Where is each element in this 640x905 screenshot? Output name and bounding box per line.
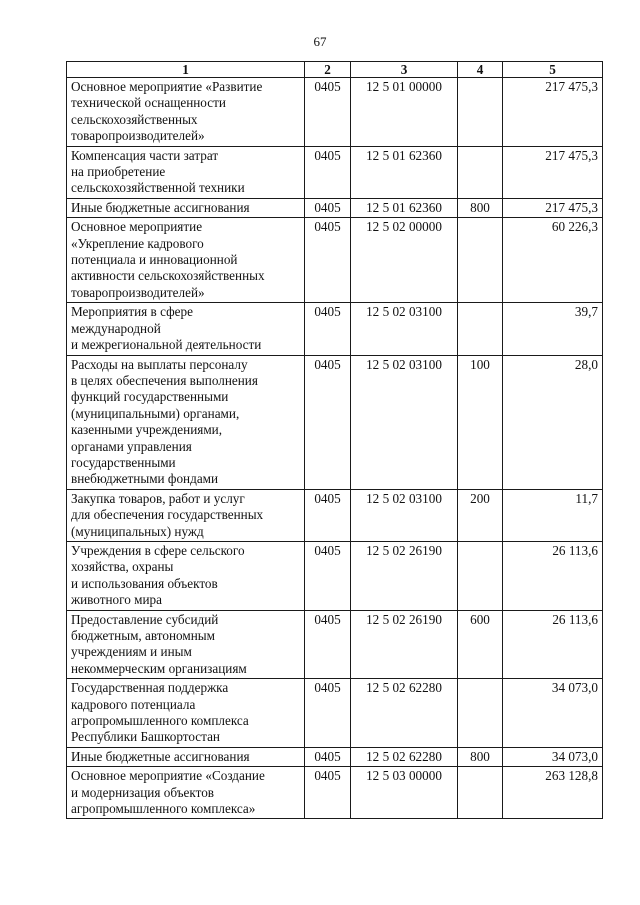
row-section: 0405 — [305, 610, 351, 679]
table-row — [67, 218, 603, 303]
row-expense-type — [458, 541, 503, 610]
row-amount: 39,7 — [503, 303, 603, 355]
row-amount: 217 475,3 — [503, 146, 603, 198]
row-section: 0405 — [305, 303, 351, 355]
row-name: Основное мероприятие «Создание и модернизация объектов агропромышленного комплекса» — [67, 767, 305, 819]
row-target-code: 12 5 02 03100 — [351, 355, 458, 489]
table-body — [67, 78, 603, 819]
table-row — [67, 489, 603, 541]
row-expense-type — [458, 146, 503, 198]
table-row — [67, 747, 603, 766]
row-section: 0405 — [305, 355, 351, 489]
row-expense-type: 200 — [458, 489, 503, 541]
row-section: 0405 — [305, 767, 351, 819]
row-section: 0405 — [305, 198, 351, 217]
row-amount: 217 475,3 — [503, 198, 603, 217]
row-expense-type — [458, 767, 503, 819]
row-section: 0405 — [305, 78, 351, 147]
row-amount: 26 113,6 — [503, 610, 603, 679]
table-header-row — [67, 62, 603, 78]
row-target-code: 12 5 02 62280 — [351, 747, 458, 766]
row-name: Предоставление субсидий бюджетным, автономным учреждениям и иным некоммерческим организациям — [67, 610, 305, 679]
row-target-code: 12 5 01 62360 — [351, 198, 458, 217]
row-name: Мероприятия в сфере международной и межрегиональной деятельности — [67, 303, 305, 355]
table-row — [67, 303, 603, 355]
row-target-code: 12 5 02 03100 — [351, 489, 458, 541]
row-name: Основное мероприятие «Развитие технической оснащенности сельскохозяйственных товаропроизводителей» — [67, 78, 305, 147]
row-amount: 11,7 — [503, 489, 603, 541]
row-expense-type: 800 — [458, 747, 503, 766]
row-name: Расходы на выплаты персоналу в целях обеспечения выполнения функций государственными (муниципальными) органами, казенными учреждениями, органами управления государственными внебюджетными фондами — [67, 355, 305, 489]
row-target-code: 12 5 02 26190 — [351, 541, 458, 610]
row-expense-type — [458, 303, 503, 355]
row-target-code: 12 5 01 00000 — [351, 78, 458, 147]
table-row — [67, 610, 603, 679]
row-section: 0405 — [305, 146, 351, 198]
row-target-code: 12 5 01 62360 — [351, 146, 458, 198]
row-target-code: 12 5 02 62280 — [351, 679, 458, 748]
row-name: Основное мероприятие «Укрепление кадрового потенциала и инновационной активности сельскохозяйственных товаропроизводителей» — [67, 218, 305, 303]
table-row — [67, 679, 603, 748]
row-expense-type: 100 — [458, 355, 503, 489]
row-expense-type — [458, 78, 503, 147]
row-name: Государственная поддержка кадрового потенциала агропромышленного комплекса Республики Башкортостан — [67, 679, 305, 748]
header-col-5: 5 — [503, 62, 603, 78]
table-row — [67, 78, 603, 147]
row-target-code: 12 5 02 00000 — [351, 218, 458, 303]
table-row — [67, 198, 603, 217]
row-name: Компенсация части затрат на приобретение сельскохозяйственной техники — [67, 146, 305, 198]
table-row — [67, 767, 603, 819]
row-expense-type — [458, 679, 503, 748]
table-row — [67, 146, 603, 198]
row-amount: 263 128,8 — [503, 767, 603, 819]
row-section: 0405 — [305, 218, 351, 303]
row-expense-type: 600 — [458, 610, 503, 679]
row-name: Иные бюджетные ассигнования — [67, 198, 305, 217]
row-amount: 34 073,0 — [503, 679, 603, 748]
row-section: 0405 — [305, 489, 351, 541]
row-name: Иные бюджетные ассигнования — [67, 747, 305, 766]
row-section: 0405 — [305, 747, 351, 766]
row-expense-type: 800 — [458, 198, 503, 217]
row-amount: 217 475,3 — [503, 78, 603, 147]
row-name: Учреждения в сфере сельского хозяйства, охраны и использования объектов животного мира — [67, 541, 305, 610]
header-col-1: 1 — [67, 62, 305, 78]
row-expense-type — [458, 218, 503, 303]
row-target-code: 12 5 02 26190 — [351, 610, 458, 679]
header-col-2: 2 — [305, 62, 351, 78]
page-number: 67 — [313, 34, 327, 49]
table-row — [67, 541, 603, 610]
row-section: 0405 — [305, 679, 351, 748]
table-row — [67, 355, 603, 489]
header-col-3: 3 — [351, 62, 458, 78]
row-amount: 60 226,3 — [503, 218, 603, 303]
row-name: Закупка товаров, работ и услуг для обеспечения государственных (муниципальных) нужд — [67, 489, 305, 541]
row-amount: 28,0 — [503, 355, 603, 489]
row-target-code: 12 5 03 00000 — [351, 767, 458, 819]
row-section: 0405 — [305, 541, 351, 610]
row-amount: 26 113,6 — [503, 541, 603, 610]
budget-table — [66, 61, 603, 819]
row-amount: 34 073,0 — [503, 747, 603, 766]
header-col-4: 4 — [458, 62, 503, 78]
row-target-code: 12 5 02 03100 — [351, 303, 458, 355]
